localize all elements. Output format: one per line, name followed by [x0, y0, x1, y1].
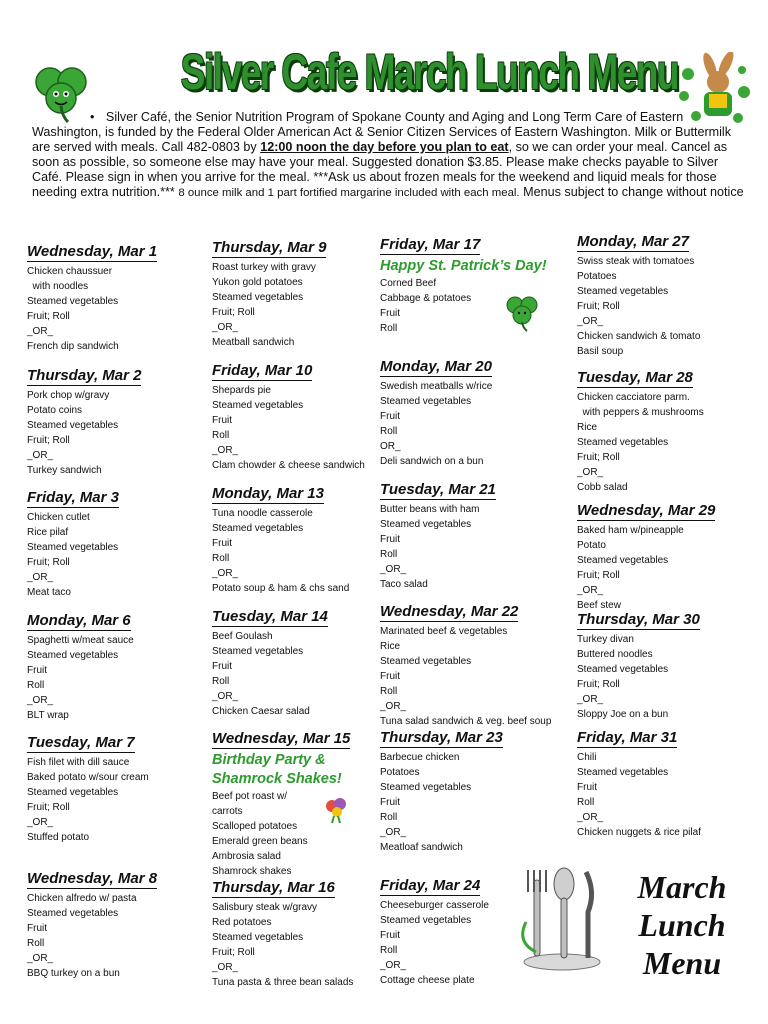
menu-item: _OR_ — [212, 691, 239, 702]
menu-item: Fruit — [380, 797, 400, 808]
menu-item: Potato soup & ham & chs sand — [212, 583, 350, 594]
menu-item: Taco salad — [380, 579, 428, 590]
menu-item: Chicken nuggets & rice pilaf — [577, 827, 701, 838]
menu-item: _OR_ — [380, 701, 407, 712]
menu-day-note: Birthday Party & Shamrock Shakes! — [212, 752, 342, 787]
footer-title — [612, 868, 752, 982]
menu-item: Fruit; Roll — [27, 311, 70, 322]
menu-item: Potato coins — [27, 405, 83, 416]
footer-word-1: March — [637, 869, 727, 905]
party-balloons-icon — [322, 794, 352, 824]
menu-day-heading: Friday, Mar 31 — [577, 729, 678, 746]
menu-day-heading: Tuesday, Mar 28 — [577, 369, 693, 386]
menu-item: Steamed vegetables — [27, 908, 119, 919]
menu-day-heading: Thursday, Mar 9 — [212, 239, 327, 256]
menu-day — [27, 243, 157, 354]
menu-item: Steamed vegetables — [212, 932, 304, 943]
menu-item: Roll — [577, 797, 595, 808]
menu-item: Spaghetti w/meat sauce — [27, 635, 134, 646]
menu-item: _OR_ — [212, 445, 239, 456]
menu-day-heading: Wednesday, Mar 29 — [577, 502, 716, 519]
menu-item: Yukon gold potatoes — [212, 277, 303, 288]
menu-item: Roll — [380, 945, 398, 956]
menu-item: Fruit — [380, 308, 400, 319]
menu-item: Fruit; Roll — [27, 435, 70, 446]
intro-bullet: • — [90, 110, 95, 124]
menu-item: Turkey divan — [577, 634, 634, 645]
menu-day — [212, 362, 365, 473]
intro-paragraph — [32, 110, 744, 201]
menu-item: Rice — [577, 422, 598, 433]
menu-item: Steamed vegetables — [212, 292, 304, 303]
menu-item: _OR_ — [380, 564, 407, 575]
menu-item: _OR_ — [27, 572, 54, 583]
menu-day — [577, 611, 700, 722]
menu-day-heading: Wednesday, Mar 1 — [27, 243, 158, 260]
menu-item: Chili — [577, 752, 597, 763]
menu-item: Steamed vegetables — [380, 915, 472, 926]
menu-item: Salisbury steak w/gravy — [212, 902, 318, 913]
intro-deadline: 12:00 noon the day before you plan to eat — [260, 140, 509, 154]
menu-item: Tuna pasta & three bean salads — [212, 977, 354, 988]
menu-item: Stuffed potato — [27, 832, 90, 843]
menu-item: Meat taco — [27, 587, 71, 598]
menu-item: Deli sandwich on a bun — [380, 456, 484, 467]
utensils-icon — [516, 862, 608, 972]
menu-item: Steamed vegetables — [577, 437, 669, 448]
menu-item: Cottage cheese plate — [380, 975, 475, 986]
menu-day — [212, 239, 326, 350]
menu-day-heading: Wednesday, Mar 22 — [380, 603, 519, 620]
menu-item: Fruit — [380, 671, 400, 682]
menu-item: Shepards pie — [212, 385, 271, 396]
menu-day-heading: Thursday, Mar 2 — [27, 367, 142, 384]
menu-item: Baked potato w/sour cream — [27, 772, 149, 783]
menu-item: Fruit — [27, 923, 47, 934]
footer-word-3: Menu — [642, 945, 722, 981]
menu-day-heading: Monday, Mar 13 — [212, 485, 324, 502]
menu-item: Chicken cacciatore parm. — [577, 392, 690, 403]
menu-day-heading: Tuesday, Mar 21 — [380, 481, 496, 498]
menu-item: Fruit — [27, 665, 47, 676]
menu-item: Steamed vegetables — [212, 646, 304, 657]
menu-item: Marinated beef & vegetables — [380, 626, 508, 637]
menu-day — [577, 729, 701, 840]
menu-item: Cobb salad — [577, 482, 628, 493]
menu-day — [212, 879, 353, 990]
menu-item: Chicken Caesar salad — [212, 706, 310, 717]
menu-item: Steamed vegetables — [212, 523, 304, 534]
menu-item: Corned Beef — [380, 278, 437, 289]
menu-item: Roll — [380, 323, 398, 334]
menu-item: Fruit; Roll — [577, 679, 620, 690]
menu-item: Fruit — [380, 534, 400, 545]
menu-item: French dip sandwich — [27, 341, 119, 352]
menu-item: Chicken chaussuer — [27, 266, 113, 277]
menu-item: Red potatoes — [212, 917, 272, 928]
menu-day — [380, 481, 496, 592]
menu-item: Ambrosia salad — [212, 851, 281, 862]
menu-day — [27, 734, 149, 845]
menu-item: Sloppy Joe on a bun — [577, 709, 669, 720]
intro-small: 8 ounce milk and 1 part fortified margarine included with each meal. — [178, 187, 520, 199]
menu-item: Cheeseburger casserole — [380, 900, 489, 911]
menu-day-heading: Thursday, Mar 23 — [380, 729, 503, 746]
menu-item: Roast turkey with gravy — [212, 262, 316, 273]
menu-day — [380, 358, 492, 469]
menu-item: Rice pilaf — [27, 527, 69, 538]
menu-item: Tuna salad sandwich & veg. beef soup — [380, 716, 552, 727]
menu-day — [27, 612, 134, 723]
menu-item: Fruit; Roll — [212, 307, 255, 318]
menu-item: _OR_ — [27, 695, 54, 706]
menu-day-heading: Thursday, Mar 30 — [577, 611, 700, 628]
menu-item: Swedish meatballs w/rice — [380, 381, 493, 392]
menu-item: _OR_ — [577, 316, 604, 327]
menu-item: OR_ — [380, 441, 401, 452]
intro-text-a: Silver Café, the Senior Nutrition Program of Spokane County and Aging and Long Term Care of Eastern Washington, is funded by the Federal Older American Act & Senior Citizen Services of Eastern Washington. Milk or Buttermilk are served with meals. Call 482-0803 by — [32, 110, 732, 154]
menu-item: Beef stew — [577, 600, 621, 611]
menu-day — [380, 877, 489, 988]
menu-item: Pork chop w/gravy — [27, 390, 110, 401]
menu-item: _OR_ — [577, 585, 604, 596]
small-shamrock-icon — [503, 292, 541, 332]
menu-item: Fruit — [212, 415, 232, 426]
menu-day — [380, 603, 551, 729]
menu-item: Steamed vegetables — [27, 650, 119, 661]
menu-item: carrots — [212, 806, 243, 817]
menu-item: Steamed vegetables — [380, 519, 472, 530]
menu-item: Clam chowder & cheese sandwich — [212, 460, 365, 471]
menu-item: Beef pot roast w/ — [212, 791, 288, 802]
menu-item: Roll — [380, 426, 398, 437]
menu-item: _OR_ — [27, 450, 54, 461]
menu-item: Roll — [380, 812, 398, 823]
menu-item: Steamed vegetables — [577, 555, 669, 566]
menu-item: BLT wrap — [27, 710, 69, 721]
menu-item: Steamed vegetables — [380, 656, 472, 667]
menu-day — [577, 233, 700, 359]
menu-item: Butter beans with ham — [380, 504, 480, 515]
menu-item: with noodles — [27, 281, 89, 292]
menu-item: _OR_ — [380, 960, 407, 971]
menu-day-heading: Wednesday, Mar 8 — [27, 870, 158, 887]
menu-item: Fruit; Roll — [27, 557, 70, 568]
menu-item: Steamed vegetables — [380, 396, 472, 407]
menu-item: Fruit; Roll — [577, 452, 620, 463]
menu-item: Meatloaf sandwich — [380, 842, 463, 853]
menu-item: Roll — [212, 676, 230, 687]
menu-item: _OR_ — [577, 467, 604, 478]
menu-item: Beef Goulash — [212, 631, 273, 642]
menu-item: Potatoes — [577, 271, 617, 282]
menu-day-heading: Friday, Mar 10 — [212, 362, 313, 379]
menu-day-heading: Tuesday, Mar 14 — [212, 608, 328, 625]
menu-item: Chicken sandwich & tomato — [577, 331, 701, 342]
menu-item: Roll — [27, 938, 45, 949]
menu-item: _OR_ — [212, 322, 239, 333]
menu-item: Fruit; Roll — [27, 802, 70, 813]
menu-item: Chicken cutlet — [27, 512, 90, 523]
menu-item: Fruit — [380, 411, 400, 422]
menu-item: Emerald green beans — [212, 836, 308, 847]
menu-item: Steamed vegetables — [27, 420, 119, 431]
menu-item: Roll — [212, 430, 230, 441]
menu-item: Potatoes — [380, 767, 420, 778]
menu-day-heading: Friday, Mar 3 — [27, 489, 119, 506]
menu-item: Turkey sandwich — [27, 465, 102, 476]
menu-item: Roll — [212, 553, 230, 564]
menu-item: Steamed vegetables — [27, 787, 119, 798]
menu-day — [577, 369, 704, 495]
menu-item: Basil soup — [577, 346, 624, 357]
intro-text-b: , so we can order your meal. Cancel as soon as possible, so someone else may have your meal. Suggested donation $3.85. Please make checks payable to Silver Café. Please sign in when you arrive for the meal. ***Ask us about frozen meals for the weekend and liquid meals for those needing extra nutrition.*** — [32, 140, 728, 199]
menu-day — [27, 870, 157, 981]
menu-item: _OR_ — [577, 694, 604, 705]
footer-word-2: Lunch — [638, 907, 726, 943]
menu-day — [577, 502, 715, 613]
menu-item: Roll — [380, 549, 398, 560]
menu-item: Steamed vegetables — [27, 296, 119, 307]
menu-item: _OR_ — [577, 812, 604, 823]
intro-text-c: Menus subject to change without notice — [519, 185, 744, 199]
menu-item: Baked ham w/pineapple — [577, 525, 684, 536]
menu-item: Chicken alfredo w/ pasta — [27, 893, 137, 904]
menu-item: Rice — [380, 641, 401, 652]
menu-item: _OR_ — [212, 962, 239, 973]
menu-day — [212, 608, 328, 719]
menu-item: Fruit — [212, 661, 232, 672]
menu-item: Roll — [27, 680, 45, 691]
menu-day-note: Happy St. Patrick’s Day! — [380, 258, 547, 274]
menu-item: Tuna noodle casserole — [212, 508, 313, 519]
menu-day-heading: Thursday, Mar 16 — [212, 879, 335, 896]
menu-day-heading: Monday, Mar 27 — [577, 233, 689, 250]
menu-item: Steamed vegetables — [380, 782, 472, 793]
menu-day — [27, 367, 141, 478]
menu-item: Steamed vegetables — [212, 400, 304, 411]
menu-item: Fruit — [577, 782, 597, 793]
menu-item: _OR_ — [27, 953, 54, 964]
menu-day-heading: Monday, Mar 6 — [27, 612, 131, 629]
menu-item: Steamed vegetables — [577, 286, 669, 297]
menu-item: Roll — [380, 686, 398, 697]
menu-item: Cabbage & potatoes — [380, 293, 472, 304]
menu-item: Steamed vegetables — [577, 664, 669, 675]
menu-item: _OR_ — [27, 817, 54, 828]
menu-item: Fruit; Roll — [577, 301, 620, 312]
menu-day-heading: Friday, Mar 17 — [380, 236, 481, 253]
menu-item: Potato — [577, 540, 606, 551]
menu-item: Scalloped potatoes — [212, 821, 298, 832]
menu-item: _OR_ — [380, 827, 407, 838]
menu-item: with peppers & mushrooms — [577, 407, 704, 418]
menu-day-heading: Tuesday, Mar 7 — [27, 734, 135, 751]
menu-day — [27, 489, 119, 600]
menu-item: Fruit; Roll — [212, 947, 255, 958]
menu-item: _OR_ — [212, 568, 239, 579]
menu-item: Fruit — [212, 538, 232, 549]
menu-day-heading: Wednesday, Mar 15 — [212, 730, 351, 747]
menu-day — [212, 485, 349, 596]
menu-item: _OR_ — [27, 326, 54, 337]
menu-item: Barbecue chicken — [380, 752, 460, 763]
menu-item: Buttered noodles — [577, 649, 653, 660]
menu-item: Meatball sandwich — [212, 337, 295, 348]
menu-day — [380, 729, 503, 855]
menu-item: Shamrock shakes — [212, 866, 292, 877]
menu-day-heading: Monday, Mar 20 — [380, 358, 492, 375]
menu-item: BBQ turkey on a bun — [27, 968, 120, 979]
menu-item: Fish filet with dill sauce — [27, 757, 130, 768]
page-title: Silver Cafe March Lunch Menu — [180, 44, 679, 100]
menu-item: Swiss steak with tomatoes — [577, 256, 695, 267]
menu-item: Steamed vegetables — [577, 767, 669, 778]
menu-item: Fruit — [380, 930, 400, 941]
menu-day-heading: Friday, Mar 24 — [380, 877, 481, 894]
menu-item: Fruit; Roll — [577, 570, 620, 581]
menu-item: Steamed vegetables — [27, 542, 119, 553]
